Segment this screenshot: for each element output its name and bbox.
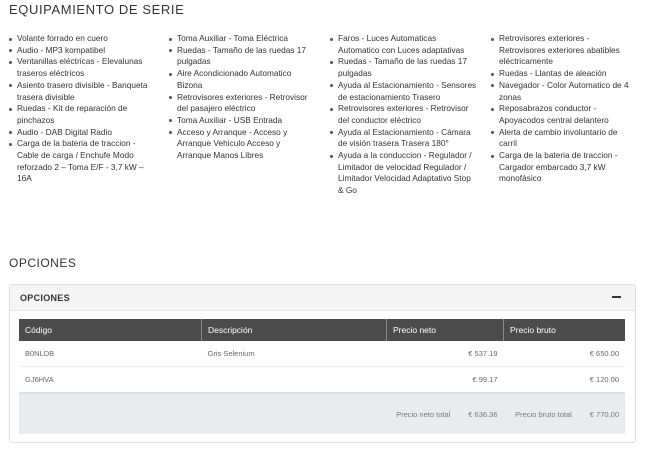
equipment-item: Navegador - Color Automatico de 4 zonas xyxy=(491,80,636,103)
column-header-descripcion[interactable]: Descripción xyxy=(202,319,387,341)
equipment-item: Ayuda al Estacionamiento - Cámara de visión trasera Trasera 180° xyxy=(330,127,478,150)
panel-title: OPCIONES xyxy=(20,293,70,303)
equipment-column-4 xyxy=(491,33,636,185)
equipment-column-2 xyxy=(169,33,314,162)
table-row xyxy=(19,341,625,367)
equipment-item: Ruedas - Llantas de aleación xyxy=(491,68,636,80)
total-bruto-label: Precio bruto total xyxy=(515,409,572,419)
equipment-item: Ventanillas eléctricas - Elevalunas traseros eléctricos xyxy=(9,56,157,79)
totals-spacer xyxy=(202,393,387,434)
equipment-item: Toma Auxiliar - USB Entrada xyxy=(169,115,314,127)
cell-precio-bruto: € 120.00 xyxy=(504,367,626,394)
equipment-item: Faros - Luces Automaticas Automatico con Luces adaptativas xyxy=(330,33,478,56)
total-neto-label: Precio neto total xyxy=(396,409,451,419)
equipment-item: Ayuda a la conduccion - Regulador / Limitador de velocidad Regulador / Limitador Velocidad Adaptativo Stop & Go xyxy=(330,150,478,197)
totals-spacer xyxy=(19,393,202,434)
equipment-item: Audio - DAB Digital Radio xyxy=(9,127,157,139)
cell-code: B0NLDB xyxy=(19,341,202,367)
options-table xyxy=(19,319,625,434)
total-bruto-value: € 770.00 xyxy=(589,409,619,419)
table-row xyxy=(19,367,625,394)
equipment-item: Carga de la bateria de traccion - Cargador embarcado 3,7 kW monofásico xyxy=(491,150,636,185)
equipment-item: Ruedas - Kit de reparación de pinchazos xyxy=(9,103,157,126)
panel-header[interactable] xyxy=(10,285,635,311)
cell-precio-neto: € 99.17 xyxy=(387,367,504,394)
opciones-title: OPCIONES xyxy=(9,256,77,270)
opciones-panel xyxy=(9,284,636,443)
cell-description: Gris Selenium xyxy=(202,341,387,367)
equipment-item: Toma Auxiliar - Toma Eléctrica xyxy=(169,33,314,45)
column-header-precio-neto[interactable]: Precio neto xyxy=(387,319,504,341)
equipment-item: Audio - MP3 kompatibel xyxy=(9,45,157,57)
cell-precio-bruto: € 650.00 xyxy=(504,341,626,367)
equipment-item: Retrovisores exteriores - Retrovisor del conductor eléctrico xyxy=(330,103,478,126)
equipment-item: Ayuda al Estacionamiento - Sensores de estacionamiento Trasero xyxy=(330,80,478,103)
equipment-item: Acceso y Arranque - Acceso y Arranque Vehiculo Acceso y Arranque Manos Libres xyxy=(169,127,314,162)
cell-code: GJ6HVA xyxy=(19,367,202,394)
equipment-item: Ruedas - Tamaño de las ruedas 17 pulgadas xyxy=(330,56,478,79)
column-header-codigo[interactable]: Código xyxy=(19,319,202,341)
collapse-icon[interactable] xyxy=(612,292,622,302)
equipment-item: Ruedas - Tamaño de las ruedas 17 pulgadas xyxy=(169,45,314,68)
totals-neto-cell xyxy=(387,393,504,434)
totals-row xyxy=(19,393,625,434)
table-header-row xyxy=(19,319,625,341)
equipment-item: Retrovisores exteriores - Retrovisor del pasajero eléctrico xyxy=(169,92,314,115)
equipment-item: Volante forrado en cuero xyxy=(9,33,157,45)
cell-description xyxy=(202,367,387,394)
equipment-item: Carga de la bateria de traccion - Cable de carga / Enchufe Modo reforzado 2 – Toma E/F - 3,7 kW – 16A xyxy=(9,138,157,185)
serie-title: EQUIPAMIENTO DE SERIE xyxy=(9,2,185,17)
equipment-item: Retrovisores exteriores - Retrovisores exteriores abatibles eléctricamente xyxy=(491,33,636,68)
equipment-item: Asiento trasero divisible - Banqueta trasera divisible xyxy=(9,80,157,103)
equipment-item: Reposabrazos conductor - Apoyacodos central delantero xyxy=(491,103,636,126)
totals-bruto-cell xyxy=(504,393,626,434)
cell-precio-neto: € 537.19 xyxy=(387,341,504,367)
equipment-item: Aire Acondicionado Automatico Bizona xyxy=(169,68,314,91)
equipment-column-3 xyxy=(330,33,478,197)
total-neto-value: € 636.36 xyxy=(468,409,498,419)
equipment-item: Alerta de cambio involuntario de carril xyxy=(491,127,636,150)
equipment-column-1 xyxy=(9,33,157,185)
column-header-precio-bruto[interactable]: Precio bruto xyxy=(504,319,626,341)
